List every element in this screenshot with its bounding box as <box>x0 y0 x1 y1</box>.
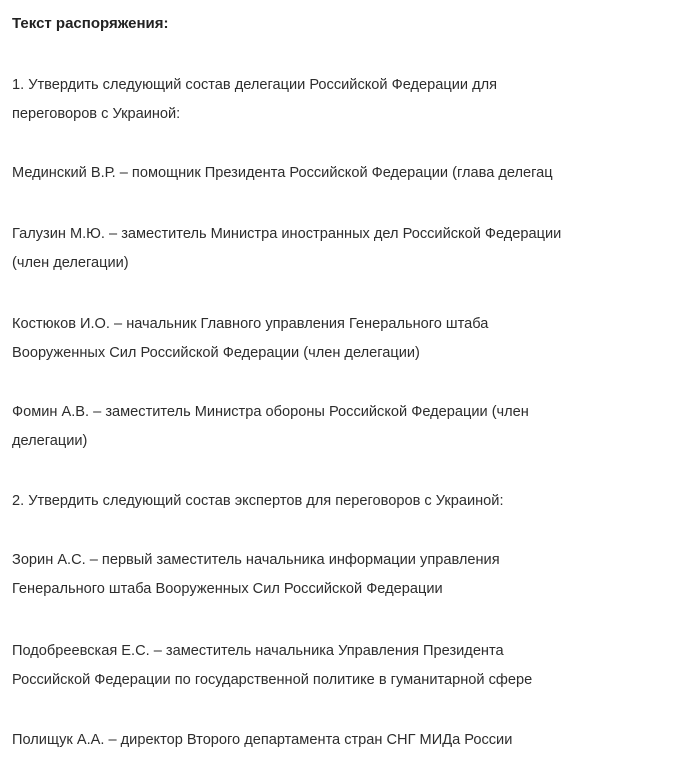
paragraph-line: делегации) <box>12 433 88 449</box>
delegation-member-fomin <box>12 398 529 456</box>
expert-zorin <box>12 546 500 604</box>
paragraph-line: Костюков И.О. – начальник Главного управления Генерального штаба <box>12 316 489 332</box>
paragraph-line: Генерального штаба Вооруженных Сил Российской Федерации <box>12 581 443 597</box>
expert-podobreevskaya <box>12 637 532 695</box>
delegation-member-galuzin <box>12 220 561 278</box>
paragraph-line: 1. Утвердить следующий состав делегации Российской Федерации для <box>12 77 498 93</box>
paragraph-line: переговоров с Украиной: <box>12 106 181 122</box>
paragraph-line: Галузин М.Ю. – заместитель Министра иностранных дел Российской Федерации <box>12 226 562 242</box>
paragraph-line: (член делегации) <box>12 255 129 271</box>
paragraph-line: Вооруженных Сил Российской Федерации (член делегации) <box>12 345 420 361</box>
delegation-member-medinsky <box>12 159 553 188</box>
paragraph-approve-delegation <box>12 71 497 129</box>
paragraph-line: Мединский В.Р. – помощник Президента Российской Федерации (глава делегац <box>12 165 553 181</box>
paragraph-line: 2. Утвердить следующий состав экспертов для переговоров с Украиной: <box>12 493 504 509</box>
delegation-member-kostyukov <box>12 310 488 368</box>
paragraph-line: Подобреевская Е.С. – заместитель начальника Управления Президента <box>12 643 504 659</box>
paragraph-line: Полищук А.А. – директор Второго департамента стран СНГ МИДа России <box>12 732 513 748</box>
document-body <box>12 0 700 773</box>
paragraph-line: Фомин А.В. – заместитель Министра обороны Российской Федерации (член <box>12 404 529 420</box>
document-heading: Текст распоряжения: <box>12 15 169 32</box>
paragraph-line: Российской Федерации по государственной политике в гуманитарной сфере <box>12 672 533 688</box>
paragraph-line: Зорин А.С. – первый заместитель начальника информации управления <box>12 552 500 568</box>
expert-polishchuk <box>12 726 512 755</box>
paragraph-approve-experts <box>12 487 504 516</box>
